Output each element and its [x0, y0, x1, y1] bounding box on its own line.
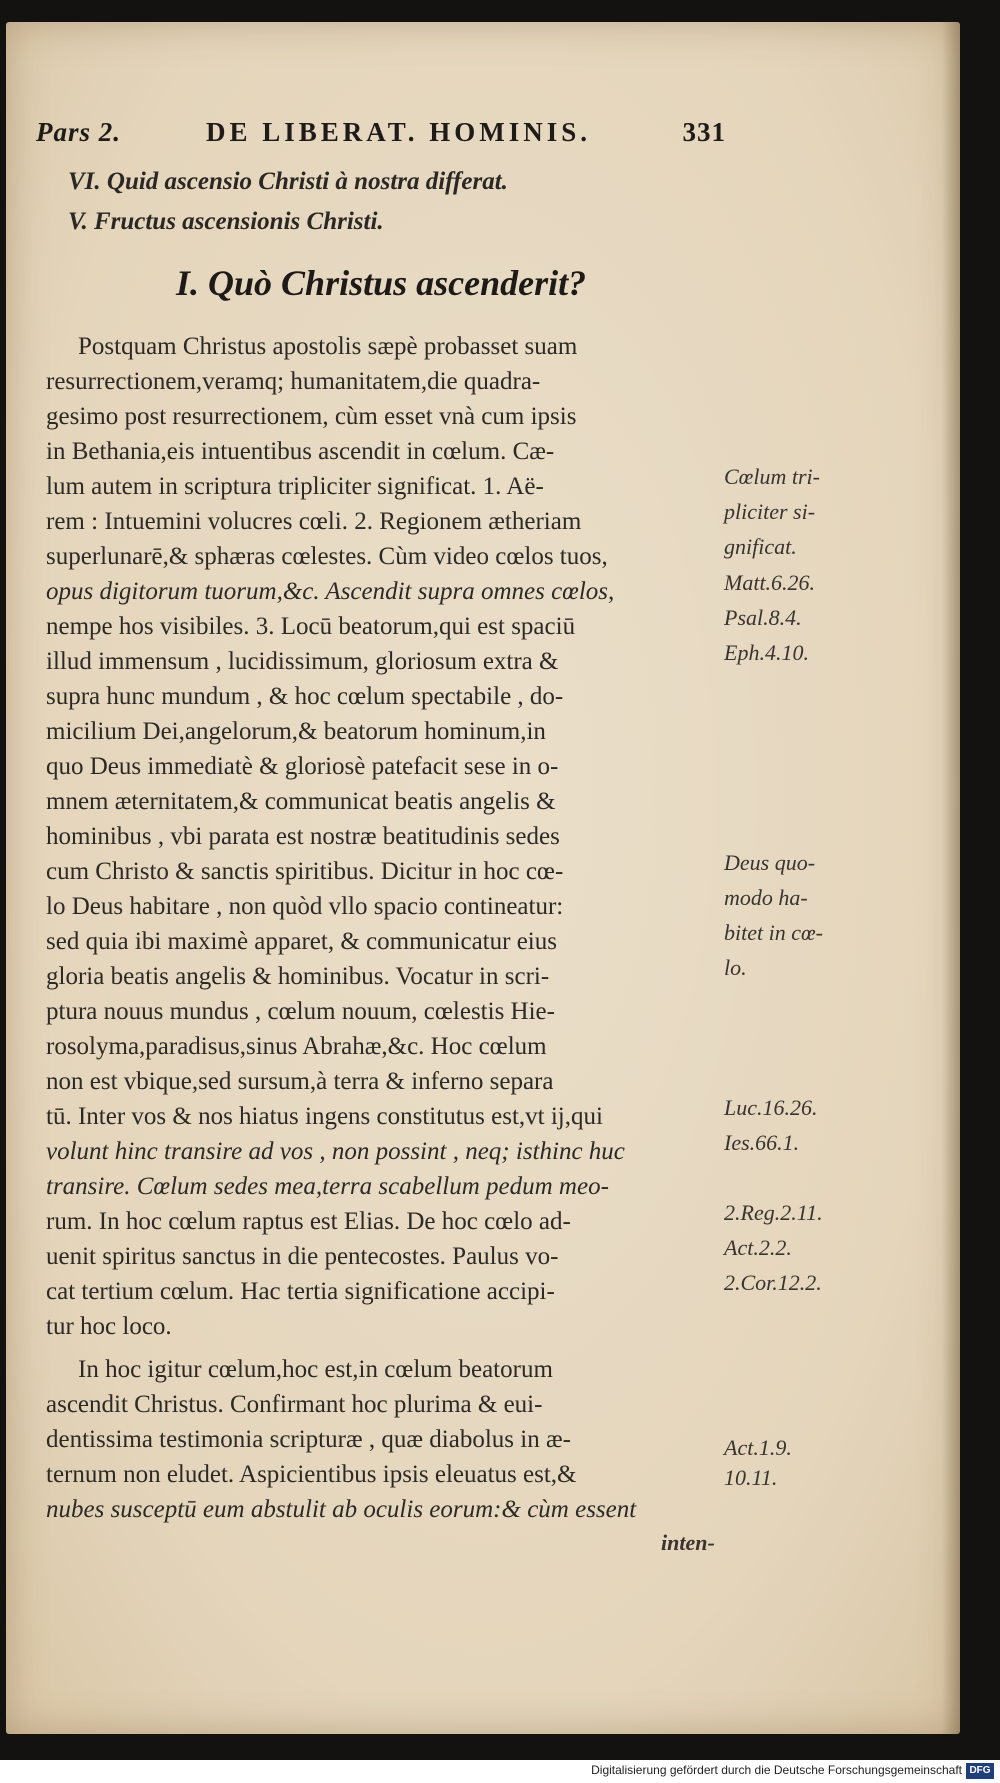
section-list-item: VI. Quid ascensio Christi à nostra differat.	[68, 168, 508, 195]
text-line: gesimo post resurrectionem, cùm esset vnà cum ipsis	[46, 403, 577, 430]
text-line: volunt hinc transire ad vos , non possint , neq; isthinc huc	[46, 1138, 625, 1165]
margin-note: gnificat.	[724, 534, 797, 559]
text-line: tur hoc loco.	[46, 1313, 172, 1340]
text-line: nempe hos visibiles. 3. Locū beatorum,qui est spaciū	[46, 613, 576, 640]
running-head-title: DE LIBERAT. HOMINIS.	[206, 117, 592, 147]
text-line: quo Deus immediatè & gloriosè patefacit sese in o-	[46, 753, 559, 780]
margin-note: Act.2.2.	[724, 1235, 792, 1260]
text-line: In hoc igitur cœlum,hoc est,in cœlum beatorum	[78, 1356, 553, 1383]
text-line: non est vbique,sed sursum,à terra & inferno separa	[46, 1068, 554, 1095]
text-line: opus digitorum tuorum,&c. Ascendit supra omnes cœlos,	[46, 578, 615, 605]
running-head-part: Pars 2.	[36, 117, 122, 147]
section-heading: I. Quò Christus ascenderit?	[176, 263, 587, 303]
text-line: ptura nouus mundus , cœlum nouum, cœlestis Hie-	[46, 998, 555, 1025]
margin-note: Cœlum tri-	[724, 464, 820, 489]
text-line: rosolyma,paradisus,sinus Abrahæ,&c. Hoc cœlum	[46, 1033, 547, 1060]
text-line: ascendit Christus. Confirmant hoc plurima & eui-	[46, 1391, 543, 1418]
text-line: cat tertium cœlum. Hac tertia significatione accipi-	[46, 1278, 555, 1305]
book-page	[6, 22, 960, 1734]
margin-note: bitet in cœ-	[724, 920, 823, 945]
text-line: nubes susceptū eum abstulit ab oculis eorum:& cùm essent	[46, 1496, 637, 1523]
text-line: tū. Inter vos & nos hiatus ingens constitutus est,vt ij,qui	[46, 1103, 603, 1130]
text-line: hominibus , vbi parata est nostræ beatitudinis sedes	[46, 823, 560, 850]
text-line: micilium Dei,angelorum,& beatorum hominum,in	[46, 718, 546, 745]
text-line: supra hunc mundum , & hoc cœlum spectabile , do-	[46, 683, 564, 710]
margin-note: Luc.16.26.	[724, 1095, 818, 1120]
catchword: inten-	[661, 1530, 715, 1555]
paragraph-1	[46, 329, 726, 1344]
margin-note: Act.1.9.	[724, 1435, 792, 1460]
margin-note: 2.Reg.2.11.	[724, 1200, 823, 1225]
margin-note: lo.	[724, 955, 747, 980]
text-line: superlunarē,& sphæras cœlestes. Cùm video cœlos tuos,	[46, 543, 608, 570]
dfg-logo: DFG	[966, 1763, 994, 1779]
margin-note: Psal.8.4.	[724, 605, 802, 630]
paragraph-2	[46, 1352, 726, 1527]
text-line: illud immensum , lucidissimum, gloriosum extra &	[46, 648, 559, 675]
margin-note: pliciter si-	[724, 499, 816, 524]
margin-note: Eph.4.10.	[724, 640, 809, 665]
margin-note: 2.Cor.12.2.	[724, 1270, 822, 1295]
margin-note: modo ha-	[724, 885, 808, 910]
margin-note: 10.11.	[724, 1465, 778, 1490]
text-line: resurrectionem,veramq; humanitatem,die quadra-	[46, 368, 541, 395]
page-number: 331	[682, 117, 726, 147]
page-edge-shadow	[942, 22, 960, 1734]
text-line: ternum non eludet. Aspicientibus ipsis eleuatus est,&	[46, 1461, 577, 1488]
text-line: dentissima testimonia scripturæ , quæ diabolus in æ-	[46, 1426, 571, 1453]
text-line: cum Christo & sanctis spiritibus. Dicitur in hoc cœ-	[46, 858, 564, 885]
text-line: Postquam Christus apostolis sæpè probasset suam	[78, 333, 578, 360]
text-line: transire. Cœlum sedes mea,terra scabellum pedum meo-	[46, 1173, 609, 1200]
text-line: rum. In hoc cœlum raptus est Elias. De hoc cœlo ad-	[46, 1208, 571, 1235]
text-line: rem : Intuemini volucres cœli. 2. Regionem ætheriam	[46, 508, 582, 535]
text-line: lum autem in scriptura tripliciter significat. 1. Aë-	[46, 473, 544, 500]
text-line: in Bethania,eis intuentibus ascendit in cœlum. Cæ-	[46, 438, 555, 465]
text-line: uenit spiritus sanctus in die pentecostes. Paulus vo-	[46, 1243, 559, 1270]
digitization-footer	[0, 1760, 1000, 1783]
footer-credit: Digitalisierung gefördert durch die Deutsche Forschungsgemeinschaft	[591, 1763, 962, 1777]
section-list-item: V. Fructus ascensionis Christi.	[68, 208, 384, 235]
text-line: gloria beatis angelis & hominibus. Vocatur in scri-	[46, 963, 550, 990]
running-head	[36, 117, 726, 157]
margin-note: Deus quo-	[724, 850, 816, 875]
text-line: sed quia ibi maximè apparet, & communicatur eius	[46, 928, 557, 955]
margin-note: Matt.6.26.	[724, 570, 816, 595]
text-line: mnem æternitatem,& communicat beatis angelis &	[46, 788, 556, 815]
section-list	[68, 162, 768, 242]
text-line: lo Deus habitare , non quòd vllo spacio contineatur:	[46, 893, 564, 920]
margin-note: Ies.66.1.	[724, 1130, 800, 1155]
